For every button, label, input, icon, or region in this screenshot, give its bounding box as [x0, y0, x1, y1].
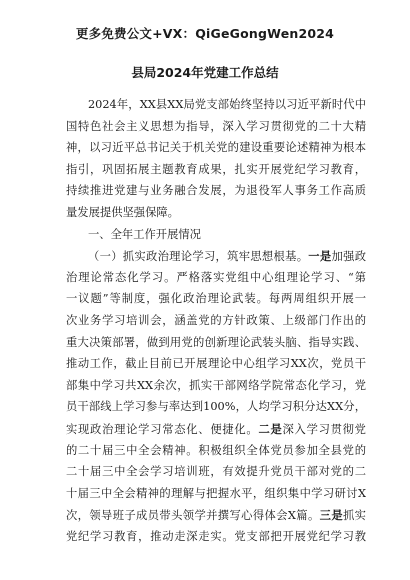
body-text-line [66, 485, 366, 503]
document-title: 县局2024年党建工作总结 [131, 65, 279, 80]
text-segment: 指引，巩固拓展主题教育成果，扎实开展党纪学习教育， [66, 162, 366, 176]
text-segment: 的二十届三中全会精神。积极组织全体党员参加全县党的 [66, 443, 366, 457]
header-banner: 更多免费公文+VX：QiGeGongWen2024 [75, 26, 335, 41]
body-text-line [66, 442, 366, 460]
text-segment: 持续推进党建与业务融合发展，为退役军人事务工作高质 [66, 184, 366, 198]
body-text-line [88, 247, 366, 265]
emphasis-text: 三是 [319, 508, 343, 523]
text-segment: 神，以习近平总书记关于机关党的建设重要论述精神为根本 [66, 141, 366, 155]
body-text-line [66, 118, 366, 136]
text-segment: 抓实 [343, 509, 366, 523]
body-text-line [66, 420, 366, 438]
body-text-line [66, 269, 366, 287]
body-text-line [66, 312, 366, 330]
text-segment: 员干部线上学习参与率达到100%，人均学习积分达XX分， [66, 400, 366, 414]
body-text-line [66, 161, 366, 179]
text-segment: 国特色社会主义思想为指导，深入学习贯彻党的二十大精 [66, 119, 366, 133]
text-segment: 一、全年工作开展情况 [88, 227, 201, 241]
text-segment: 推动工作，截止目前已开展理论中心组学习XX次，党员干 [66, 357, 366, 371]
emphasis-text: 二是 [258, 422, 283, 436]
text-segment: 加强政 [331, 250, 366, 264]
body-text-line [66, 355, 366, 373]
text-segment: 二十届三中全会学习培训班，有效提升党员干部对党的二 [66, 465, 366, 479]
text-segment: 量发展提供坚强保障。 [66, 206, 179, 219]
body-text-line [88, 96, 366, 114]
text-segment: 部集中学习共XX余次，抓实干部网络学院常态化学习，党 [66, 378, 366, 392]
body-text-line [66, 506, 366, 524]
text-segment: （一）抓实政治理论学习，筑牢思想根基。 [88, 250, 309, 264]
text-segment: 重大决策部署，做到用党的创新理论武装头脑、指导实践、 [66, 335, 366, 349]
section-heading [88, 226, 366, 244]
text-segment: 十届三中全会精神的理解与把握水平，组织集中学习研讨X [66, 486, 366, 500]
body-text-line [66, 182, 366, 200]
body-text-line [66, 290, 366, 308]
body-text-line [66, 204, 366, 222]
body-text-line [66, 139, 366, 157]
body-text-line [66, 377, 366, 395]
emphasis-text: 一是 [308, 249, 332, 264]
body-text-line [66, 398, 366, 416]
text-segment: 治理论常态化学习。严格落实党组中心组理论学习、“第 [66, 270, 366, 284]
body-text-line [66, 528, 366, 546]
text-segment: 党纪学习教育，推动走深走实。党支部把开展党纪学习教 [66, 530, 366, 543]
text-segment: 深入学习贯彻党 [282, 423, 366, 436]
body-text-line [66, 334, 366, 352]
body-text-line [66, 463, 366, 481]
text-segment: 次，领导班子成员带头领学并撰写心得体会X篇。 [66, 509, 320, 523]
text-segment: 2024年，XX县XX局党支部始终坚持以习近平新时代中 [88, 98, 366, 111]
text-segment: 实现政治理论学习常态化、便捷化。 [66, 423, 259, 436]
text-segment: 次业务学习培训会，涵盖党的方针政策、上级部门作出的 [66, 314, 366, 327]
text-segment: 一议题”等制度，强化政治理论武装。每两周组织开展一 [66, 292, 366, 306]
